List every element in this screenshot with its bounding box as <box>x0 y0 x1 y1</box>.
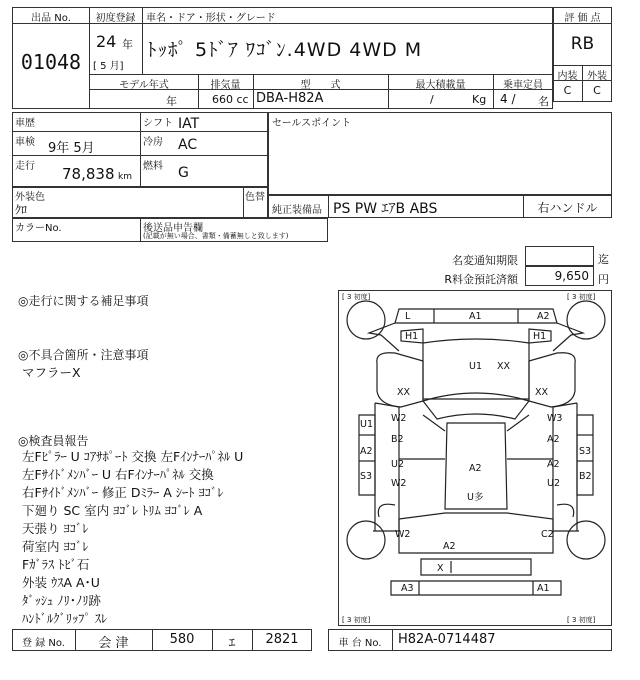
inspector-line: 下廻り SC 室内 ﾖｺﾞﾚ ﾄﾘﾑ ﾖｺﾞﾚ A <box>22 503 203 518</box>
mark-left-w2b: W2 <box>391 478 407 489</box>
mark-rear-a3: A3 <box>401 583 414 594</box>
inspector-line: Fｶﾞﾗｽ ﾄﾋﾞ石 <box>22 557 90 572</box>
interior-score: C <box>563 84 572 97</box>
corner-note-bottom-right: [ 3 初度] <box>567 616 596 624</box>
eval-score: RB <box>570 34 595 54</box>
steering-value: 右ハンドル <box>537 201 598 215</box>
mileage-value: 78,838 <box>62 165 115 183</box>
mark-front-a2: A2 <box>537 311 550 322</box>
type-label: 型 式 <box>300 80 341 91</box>
inspector-title: ◎検査員報告 <box>18 434 89 448</box>
first-reg-label: 初度登録 <box>95 13 136 24</box>
displacement-value: 660 cc <box>212 93 249 106</box>
mark-rear-a2: A2 <box>443 541 456 552</box>
exterior-score: C <box>593 84 601 97</box>
capacity-unit: 名 <box>538 95 549 108</box>
mark-rear-a1: A1 <box>537 583 550 594</box>
reg-kana: ｴ <box>228 636 236 651</box>
mark-roof-a2: A2 <box>469 463 482 474</box>
eval-label: 評 価 点 <box>564 13 601 24</box>
mark-right-a2b: A2 <box>547 459 560 470</box>
model-year-label: モデル年式 <box>119 80 169 91</box>
type-value: DBA-H82A <box>256 91 324 106</box>
damage-diagram <box>338 290 612 626</box>
ac-label: 冷房 <box>143 137 163 148</box>
mark-rear-x: X <box>437 563 444 574</box>
color-no-label: カラーNo. <box>15 223 62 234</box>
ac-value: AC <box>178 137 198 153</box>
ext-color-label: 外装色 <box>15 192 45 203</box>
interior-label: 内装 <box>557 71 578 82</box>
mileage-label: 走行 <box>15 161 35 172</box>
exterior-label: 外装 <box>587 71 607 82</box>
corner-note-top-left: [ 3 初度] <box>342 293 371 301</box>
recycle-unit: 円 <box>598 273 609 286</box>
reg-class: 580 <box>169 632 195 647</box>
mark-rear-right-c2: C2 <box>541 529 554 540</box>
mark-left-w2: W2 <box>391 413 407 424</box>
mark-right-u2: U2 <box>547 478 560 489</box>
capacity-label: 乗車定員 <box>503 80 543 91</box>
reg-area: 会 津 <box>98 636 129 651</box>
repaint-label: 色替 <box>245 192 265 203</box>
capacity-value: 4 / <box>500 92 516 106</box>
max-load-unit: Kg <box>472 93 487 106</box>
first-reg-year-unit: 年 <box>122 38 133 51</box>
mileage-unit: km <box>118 172 132 182</box>
lot-number: 01048 <box>20 50 82 74</box>
corner-note-top-right: [ 3 初度] <box>567 293 596 301</box>
mark-right-s3: S3 <box>579 446 592 457</box>
car-name-label: 車名・ドア・形状・グレード <box>146 13 276 24</box>
mark-right-a2: A2 <box>547 434 560 445</box>
equipment-value: PS PW ｴｱB ABS <box>333 201 438 217</box>
mark-left-s3: S3 <box>360 471 373 482</box>
mark-rear-left-w2: W2 <box>395 529 411 540</box>
fuel-label: 燃料 <box>143 161 163 172</box>
mark-fender-left-xx: XX <box>397 387 411 398</box>
sales-point-label: セールスポイント <box>272 118 352 129</box>
mark-front-a1: A1 <box>469 311 482 322</box>
corner-note-bottom-left: [ 3 初度] <box>342 616 371 624</box>
mark-roof-u: U多 <box>467 492 484 503</box>
inspector-line: 天張り ﾖｺﾞﾚ <box>22 521 89 536</box>
displacement-label: 排気量 <box>210 80 241 91</box>
car-name: ﾄｯﾎﾟ 5ﾄﾞｱ ﾜｺﾞﾝ.4WD 4WD M <box>147 39 423 61</box>
docs-note: (記載が無い場合、書類・備蓄無しと致します) <box>143 232 289 240</box>
mark-left-u2: U2 <box>391 459 404 470</box>
inspection-value: 9年 5月 <box>48 141 95 156</box>
model-year-unit: 年 <box>166 95 177 108</box>
first-reg-year: 24 <box>96 32 117 51</box>
recycle-value: 9,650 <box>554 269 589 283</box>
mark-front-h1-right: H1 <box>533 331 547 342</box>
recycle-label: R料金預託済額 <box>444 273 518 286</box>
inspection-label: 車検 <box>15 137 35 148</box>
mark-left-b2: B2 <box>391 434 404 445</box>
mark-hood-xx: XX <box>497 361 511 372</box>
shift-value: IAT <box>178 116 200 132</box>
mark-right-b2: B2 <box>579 471 592 482</box>
name-change-label: 名変通知期限 <box>452 254 518 267</box>
chassis-label: 車 台 No. <box>338 638 382 649</box>
ext-color-value: ｸﾛ <box>15 203 28 217</box>
defects-title: ◎不具合箇所・注意事項 <box>18 348 149 362</box>
mark-right-w3: W3 <box>547 413 563 424</box>
reg-number: 2821 <box>265 632 299 647</box>
lot-label: 出品 No. <box>31 13 71 24</box>
inspector-line: ﾀﾞｯｼｭ ﾉﾘ･ﾉﾘ跡 <box>22 593 101 608</box>
fuel-value: G <box>178 165 189 181</box>
driving-notes-title: ◎走行に関する補足事項 <box>18 294 149 308</box>
inspector-line: 外装 ｳｽA A･U <box>22 575 100 590</box>
color-box <box>12 187 268 218</box>
chassis-value: H82A-0714487 <box>398 632 496 647</box>
max-load-label: 最大積載量 <box>415 80 466 91</box>
mark-hood-u1: U1 <box>469 361 482 372</box>
shift-label: シフト <box>143 118 173 129</box>
car-outline <box>339 291 613 627</box>
first-reg-month: [ 5 月] <box>93 61 124 72</box>
mark-fender-right-xx: XX <box>535 387 549 398</box>
equipment-label: 純正装備品 <box>272 205 322 216</box>
docs-label: 後送品申告欄 <box>143 223 203 234</box>
reg-label: 登 録 No. <box>22 638 65 649</box>
mark-front-h1-left: H1 <box>405 331 419 342</box>
mark-front-l: L <box>405 311 411 322</box>
inspector-line: 右Fｻｲﾄﾞﾒﾝﾊﾞｰ 修正 Dﾐﾗｰ A ｼｰﾄ ﾖｺﾞﾚ <box>22 485 224 500</box>
history-label: 車歴 <box>15 118 35 129</box>
name-change-unit: 迄 <box>598 253 609 266</box>
inspector-line: 左Fﾋﾟﾗｰ U ｺｱｻﾎﾟｰﾄ 交換 左Fｲﾝﾅｰﾊﾟﾈﾙ U <box>22 449 244 464</box>
inspector-line: 荷室内 ﾖｺﾞﾚ <box>22 539 89 554</box>
inspector-line: ﾊﾝﾄﾞﾙｸﾞﾘｯﾌﾟ ｽﾚ <box>22 611 108 626</box>
mark-left-a2: A2 <box>360 446 373 457</box>
name-change-box <box>525 246 594 266</box>
max-load-sep: / <box>430 93 434 106</box>
mark-left-u1: U1 <box>360 419 373 430</box>
defects-line: マフラーX <box>22 365 81 380</box>
inspector-line: 左Fｻｲﾄﾞﾒﾝﾊﾞｰ U 右Fｲﾝﾅｰﾊﾟﾈﾙ 交換 <box>22 467 214 482</box>
